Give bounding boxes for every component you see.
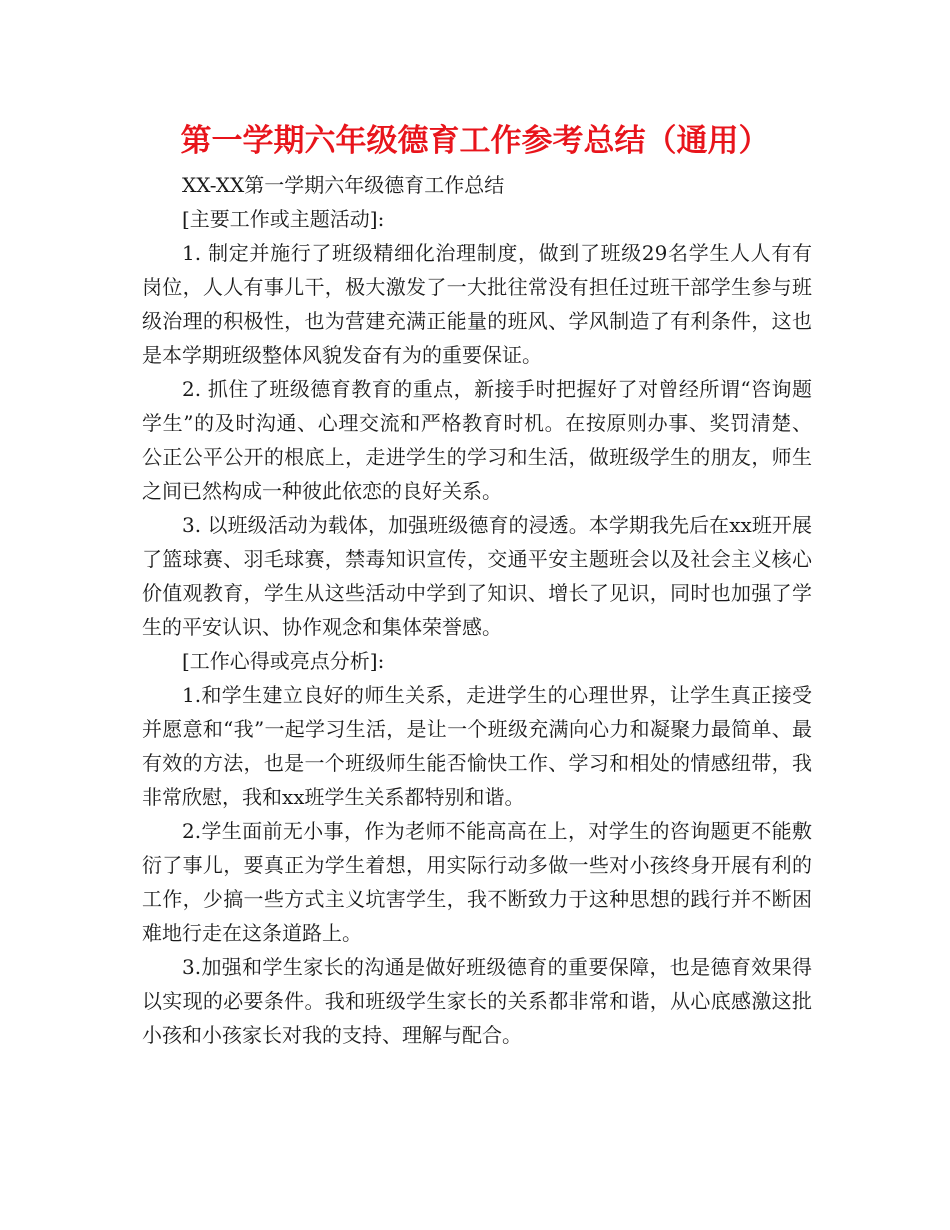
paragraph-insight-1: 1.和学生建立良好的师生关系，走进学生的心理世界，让学生真正接受并愿意和“我”一起学习生活，是让一个班级充满向心力和凝聚力最简单、最有效的方法，也是一个班级师生能否愉快工作、学习和相处的情感纽带，我非常欣慰，我和xx班学生关系都特别和谐。 [142,683,812,809]
document-body [142,168,812,1052]
document-title: 第一学期六年级德育工作参考总结（通用） [180,123,770,159]
paragraph-work-2: 2. 抓住了班级德育教育的重点，新接手时把握好了对曾经所谓“咨询题学生”的及时沟通、心理交流和严格教育时机。在按原则办事、奖罚清楚、公正公平公开的根底上，走进学生的学习和生活，做班级学生的朋友，师生之间已然构成一种彼此依恋的良好关系。 [142,377,812,503]
section-heading-insights: [工作心得或亮点分析]: [182,649,385,673]
paragraph-insight-2: 2.学生面前无小事，作为老师不能高高在上，对学生的咨询题更不能敷衍了事儿，要真正为学生着想，用实际行动多做一些对小孩终身开展有利的工作，少搞一些方式主义坑害学生，我不断致力于这种思想的践行并不断困难地行走在这条道路上。 [142,819,812,945]
section-heading-main-work: [主要工作或主题活动]: [182,207,385,231]
paragraph-work-3: 3. 以班级活动为载体，加强班级德育的浸透。本学期我先后在xx班开展了篮球赛、羽毛球赛，禁毒知识宣传，交通平安主题班会以及社会主义核心价值观教育，学生从这些活动中学到了知识、增长了见识，同时也加强了学生的平安认识、协作观念和集体荣誉感。 [142,513,812,639]
paragraph-work-1: 1. 制定并施行了班级精细化治理制度，做到了班级29名学生人人有有岗位，人人有事儿干，极大激发了一大批往常没有担任过班干部学生参与班级治理的积极性，也为营建充满正能量的班风、学风制造了有利条件，这也是本学期班级整体风貌发奋有为的重要保证。 [142,241,812,367]
subtitle: XX-XX第一学期六年级德育工作总结 [182,173,505,197]
paragraph-insight-3: 3.加强和学生家长的沟通是做好班级德育的重要保障，也是德育效果得以实现的必要条件。我和班级学生家长的关系都非常和谐，从心底感激这批小孩和小孩家长对我的支持、理解与配合。 [142,955,812,1047]
